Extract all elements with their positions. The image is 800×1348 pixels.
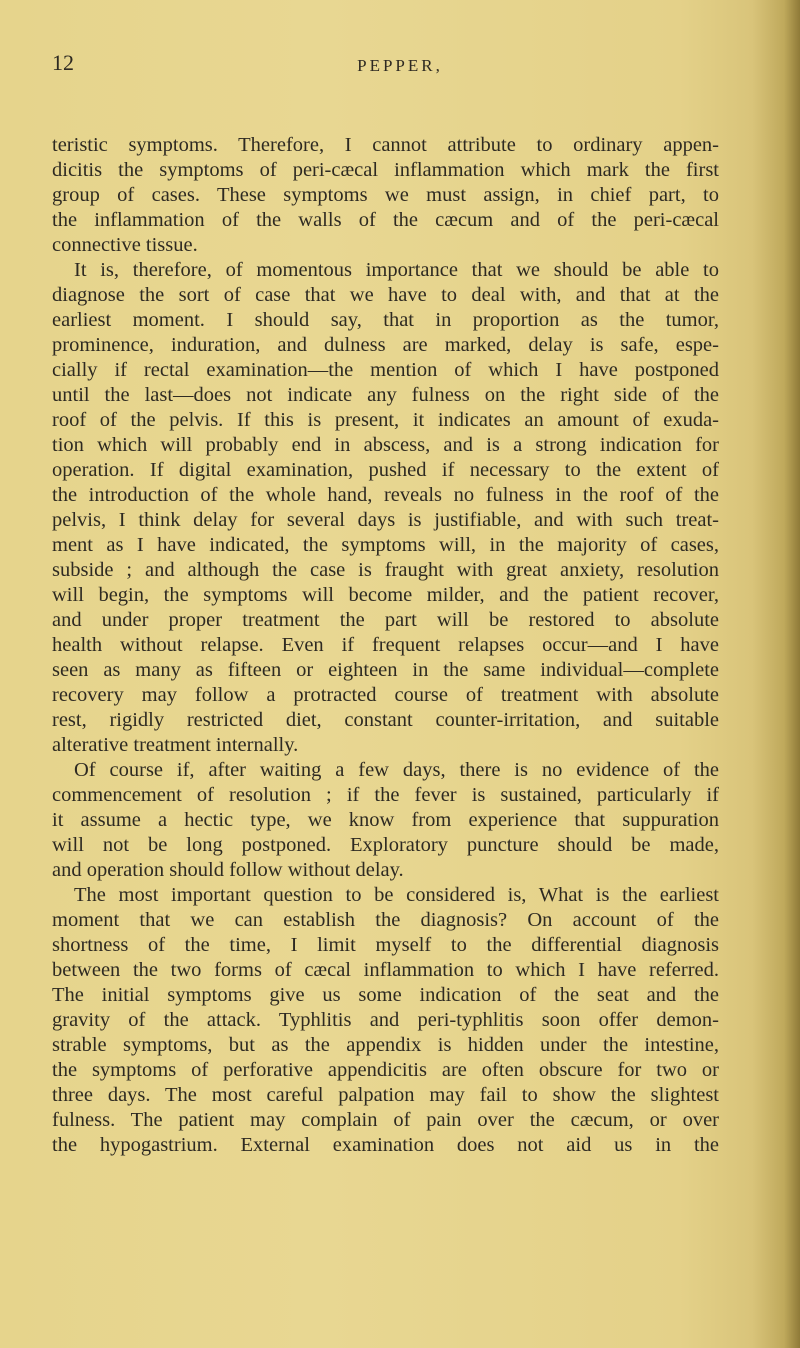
text-line: and under proper treatment the part will be restored to absolute: [52, 609, 719, 631]
text-line: roof of the pelvis. If this is present, it indicates an amount of exuda-: [52, 409, 719, 431]
running-head: PEPPER,: [357, 56, 443, 75]
text-line: will begin, the symptoms will become milder, and the patient recover,: [52, 584, 719, 606]
text-line: and operation should follow without delay.: [52, 859, 404, 881]
text-line: the symptoms of perforative appendicitis are often obscure for two or: [52, 1059, 719, 1081]
text-line: pelvis, I think delay for several days is justifiable, and with such treat-: [52, 509, 719, 531]
text-line: The initial symptoms give us some indication of the seat and the: [52, 984, 719, 1006]
text-line: gravity of the attack. Typhlitis and peri-typhlitis soon offer demon-: [52, 1009, 719, 1031]
text-line: commencement of resolution ; if the fever is sustained, particularly if: [52, 784, 719, 806]
text-line: the introduction of the whole hand, reveals no fulness in the roof of the: [52, 484, 719, 506]
text-line: fulness. The patient may complain of pain over the cæcum, or over: [52, 1109, 719, 1131]
text-line: cially if rectal examination—the mention of which I have postponed: [52, 359, 719, 381]
text-line: The most important question to be considered is, What is the earliest: [74, 884, 719, 906]
body-text: [52, 133, 719, 1158]
text-line: seen as many as fifteen or eighteen in the same individual—complete: [52, 659, 719, 681]
text-line: teristic symptoms. Therefore, I cannot attribute to ordinary appen-: [52, 134, 719, 156]
text-line: the inflammation of the walls of the cæcum and of the peri-cæcal: [52, 209, 719, 231]
text-line: It is, therefore, of momentous importance that we should be able to: [74, 259, 719, 281]
text-line: it assume a hectic type, we know from experience that suppuration: [52, 809, 719, 831]
text-line: subside ; and although the case is fraught with great anxiety, resolution: [52, 559, 719, 581]
text-line: dicitis the symptoms of peri-cæcal inflammation which mark the first: [52, 159, 719, 181]
text-line: shortness of the time, I limit myself to the differential diagnosis: [52, 934, 719, 956]
text-line: ment as I have indicated, the symptoms will, in the majority of cases,: [52, 534, 719, 556]
text-line: will not be long postponed. Exploratory puncture should be made,: [52, 834, 719, 856]
text-line: operation. If digital examination, pushed if necessary to the extent of: [52, 459, 719, 481]
text-line: three days. The most careful palpation may fail to show the slightest: [52, 1084, 719, 1106]
text-line: strable symptoms, but as the appendix is hidden under the intestine,: [52, 1034, 719, 1056]
text-line: alterative treatment internally.: [52, 734, 299, 756]
text-line: Of course if, after waiting a few days, there is no evidence of the: [74, 759, 719, 781]
text-line: until the last—does not indicate any fulness on the right side of the: [52, 384, 719, 406]
text-line: the hypogastrium. External examination does not aid us in the: [52, 1134, 719, 1156]
text-line: connective tissue.: [52, 234, 198, 256]
text-line: rest, rigidly restricted diet, constant counter-irritation, and suitable: [52, 709, 719, 731]
text-line: earliest moment. I should say, that in proportion as the tumor,: [52, 309, 719, 331]
page-number: 12: [52, 50, 74, 75]
text-line: prominence, induration, and dulness are marked, delay is safe, espe-: [52, 334, 719, 356]
text-line: between the two forms of cæcal inflammation to which I have referred.: [52, 959, 719, 981]
text-line: health without relapse. Even if frequent relapses occur—and I have: [52, 634, 719, 656]
text-line: diagnose the sort of case that we have to deal with, and that at the: [52, 284, 719, 306]
text-line: moment that we can establish the diagnosis? On account of the: [52, 909, 719, 931]
text-line: group of cases. These symptoms we must assign, in chief part, to: [52, 184, 719, 206]
text-line: recovery may follow a protracted course of treatment with absolute: [52, 684, 719, 706]
text-line: tion which will probably end in abscess, and is a strong indication for: [52, 434, 719, 456]
